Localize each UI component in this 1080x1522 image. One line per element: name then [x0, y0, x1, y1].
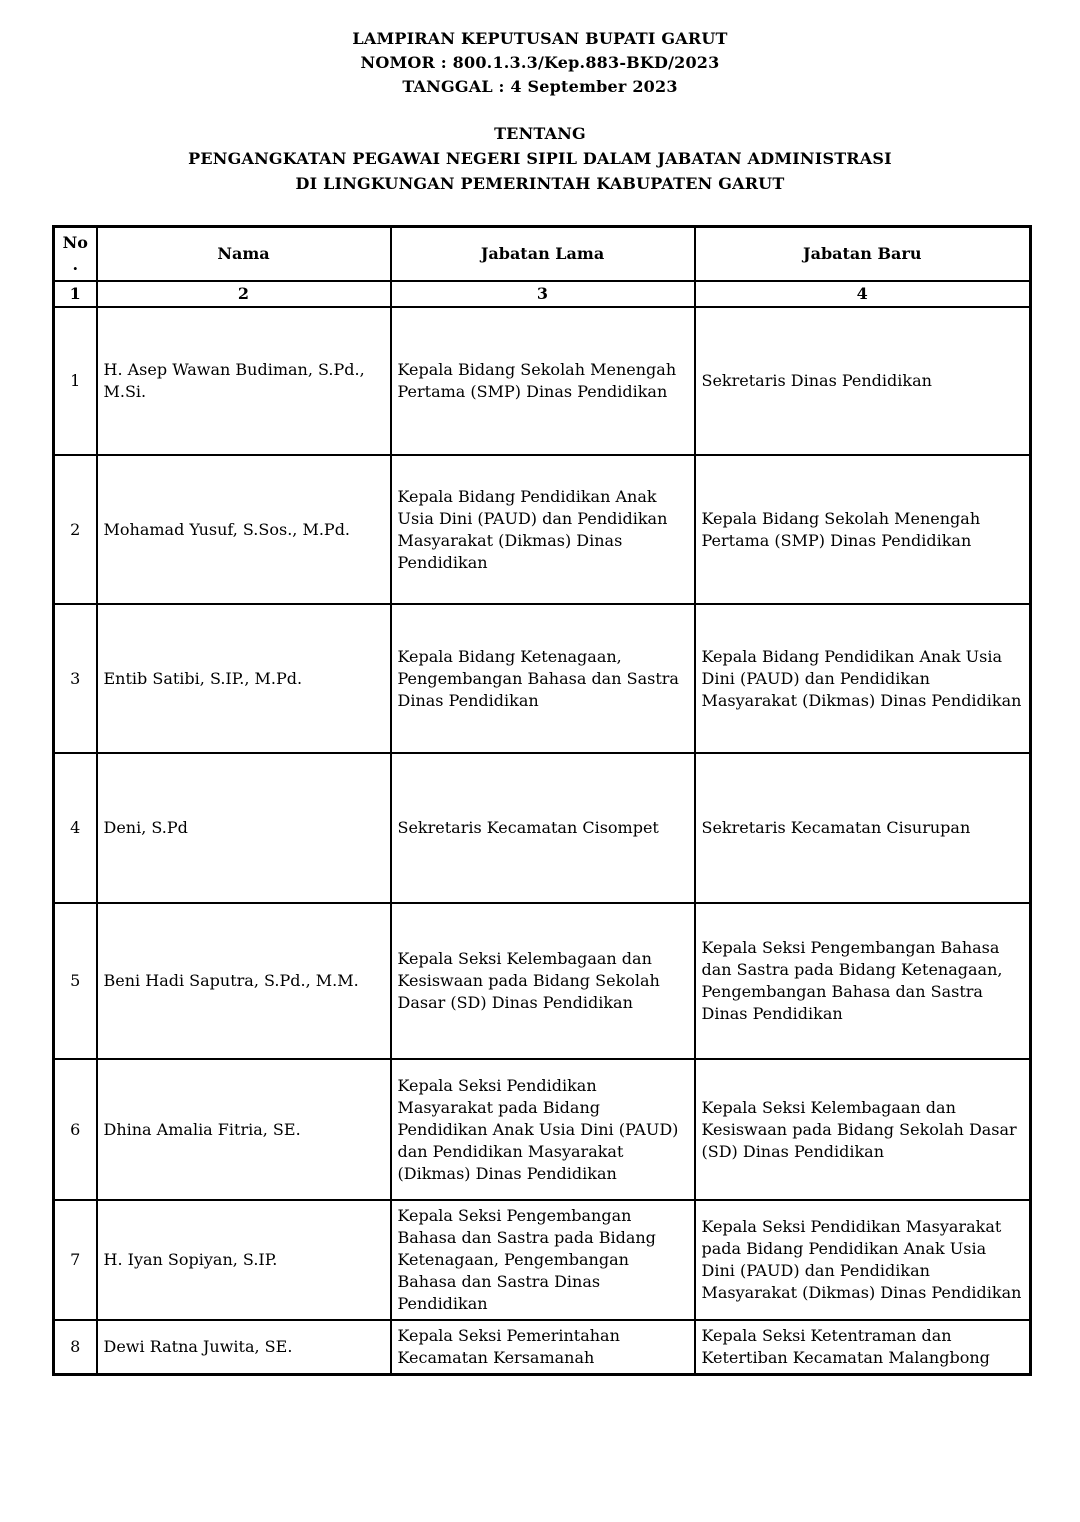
- appointments-table: [52, 225, 1032, 1376]
- cell-jabatan-lama: Kepala Seksi Pengembangan Bahasa dan Sastra pada Bidang Ketenagaan, Pengembangan Bahasa dan Sastra Dinas Pendidikan: [391, 1200, 695, 1320]
- cell-jabatan-lama: Kepala Bidang Sekolah Menengah Pertama (SMP) Dinas Pendidikan: [391, 307, 695, 455]
- cell-nama: Entib Satibi, S.IP., M.Pd.: [97, 604, 391, 753]
- cell-no: 1: [54, 307, 97, 455]
- cell-nama: Beni Hadi Saputra, S.Pd., M.M.: [97, 903, 391, 1059]
- document-subject: [0, 121, 1080, 196]
- cell-no: 8: [54, 1320, 97, 1375]
- column-number-4: 4: [695, 281, 1031, 307]
- table-header-row: [54, 227, 1031, 282]
- cell-jabatan-baru: Kepala Seksi Kelembagaan dan Kesiswaan pada Bidang Sekolah Dasar (SD) Dinas Pendidikan: [695, 1059, 1031, 1200]
- header-lampiran-line: LAMPIRAN KEPUTUSAN BUPATI GARUT: [352, 29, 728, 48]
- document-header: [0, 0, 1080, 99]
- subject-line-2: DI LINGKUNGAN PEMERINTAH KABUPATEN GARUT: [295, 174, 785, 193]
- column-number-row: [54, 281, 1031, 307]
- column-header-jabatan-baru: Jabatan Baru: [695, 227, 1031, 282]
- table-row: [54, 1059, 1031, 1200]
- cell-no: 7: [54, 1200, 97, 1320]
- cell-jabatan-lama: Kepala Bidang Ketenagaan, Pengembangan Bahasa dan Sastra Dinas Pendidikan: [391, 604, 695, 753]
- cell-no: 2: [54, 455, 97, 604]
- table-row: [54, 1320, 1031, 1375]
- table-row: [54, 455, 1031, 604]
- cell-nama: Deni, S.Pd: [97, 753, 391, 903]
- subject-line-1: PENGANGKATAN PEGAWAI NEGERI SIPIL DALAM JABATAN ADMINISTRASI: [188, 149, 892, 168]
- column-number-1: 1: [54, 281, 97, 307]
- cell-nama: H. Iyan Sopiyan, S.IP.: [97, 1200, 391, 1320]
- header-tanggal-line: TANGGAL : 4 September 2023: [402, 77, 678, 96]
- cell-no: 6: [54, 1059, 97, 1200]
- cell-nama: Dhina Amalia Fitria, SE.: [97, 1059, 391, 1200]
- cell-jabatan-baru: Sekretaris Kecamatan Cisurupan: [695, 753, 1031, 903]
- column-header-nama: Nama: [97, 227, 391, 282]
- cell-jabatan-lama: Kepala Seksi Pemerintahan Kecamatan Kersamanah: [391, 1320, 695, 1375]
- column-number-2: 2: [97, 281, 391, 307]
- cell-jabatan-baru: Kepala Seksi Pendidikan Masyarakat pada Bidang Pendidikan Anak Usia Dini (PAUD) dan Pendidikan Masyarakat (Dikmas) Dinas Pendidikan: [695, 1200, 1031, 1320]
- subject-tentang-label: TENTANG: [494, 124, 586, 143]
- table-row: [54, 1200, 1031, 1320]
- table-row: [54, 604, 1031, 753]
- cell-jabatan-baru: Kepala Seksi Ketentraman dan Ketertiban Kecamatan Malangbong: [695, 1320, 1031, 1375]
- column-number-3: 3: [391, 281, 695, 307]
- cell-jabatan-lama: Sekretaris Kecamatan Cisompet: [391, 753, 695, 903]
- cell-jabatan-lama: Kepala Seksi Kelembagaan dan Kesiswaan pada Bidang Sekolah Dasar (SD) Dinas Pendidikan: [391, 903, 695, 1059]
- cell-jabatan-baru: Kepala Bidang Pendidikan Anak Usia Dini (PAUD) dan Pendidikan Masyarakat (Dikmas) Dinas Pendidikan: [695, 604, 1031, 753]
- cell-nama: H. Asep Wawan Budiman, S.Pd., M.Si.: [97, 307, 391, 455]
- cell-nama: Dewi Ratna Juwita, SE.: [97, 1320, 391, 1375]
- header-nomor-line: NOMOR : 800.1.3.3/Kep.883-BKD/2023: [360, 53, 720, 72]
- column-header-jabatan-lama: Jabatan Lama: [391, 227, 695, 282]
- cell-no: 5: [54, 903, 97, 1059]
- cell-no: 3: [54, 604, 97, 753]
- cell-jabatan-baru: Kepala Seksi Pengembangan Bahasa dan Sastra pada Bidang Ketenagaan, Pengembangan Bahasa dan Sastra Dinas Pendidikan: [695, 903, 1031, 1059]
- cell-no: 4: [54, 753, 97, 903]
- table-row: [54, 307, 1031, 455]
- cell-nama: Mohamad Yusuf, S.Sos., M.Pd.: [97, 455, 391, 604]
- table-row: [54, 753, 1031, 903]
- cell-jabatan-lama: Kepala Bidang Pendidikan Anak Usia Dini (PAUD) dan Pendidikan Masyarakat (Dikmas) Dinas Pendidikan: [391, 455, 695, 604]
- cell-jabatan-baru: Sekretaris Dinas Pendidikan: [695, 307, 1031, 455]
- cell-jabatan-lama: Kepala Seksi Pendidikan Masyarakat pada Bidang Pendidikan Anak Usia Dini (PAUD) dan Pendidikan Masyarakat (Dikmas) Dinas Pendidikan: [391, 1059, 695, 1200]
- table-row: [54, 903, 1031, 1059]
- cell-jabatan-baru: Kepala Bidang Sekolah Menengah Pertama (SMP) Dinas Pendidikan: [695, 455, 1031, 604]
- column-header-no: No.: [54, 227, 97, 282]
